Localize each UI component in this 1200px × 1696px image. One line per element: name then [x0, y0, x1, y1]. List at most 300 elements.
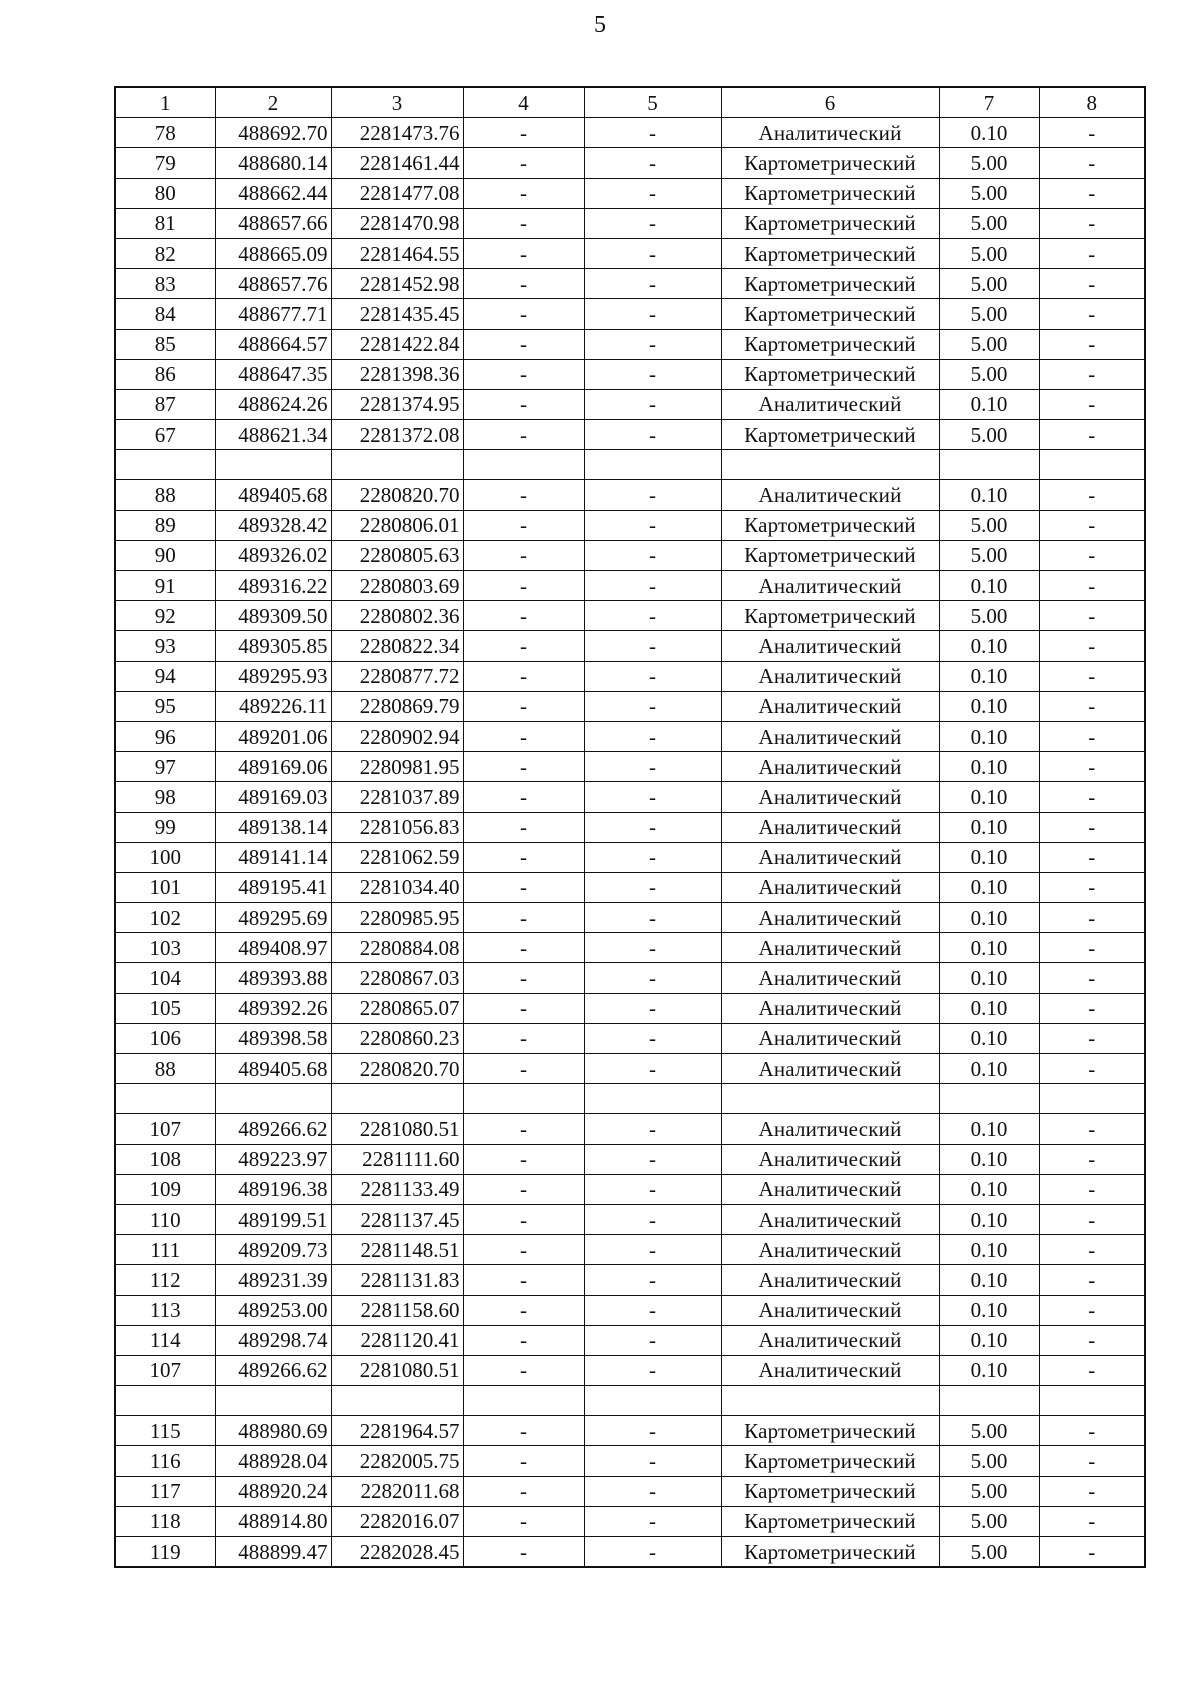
cell-col-5: -	[584, 1204, 721, 1234]
cell-coord-y: 2281422.84	[331, 329, 463, 359]
table-row	[115, 963, 1145, 993]
table-row	[115, 389, 1145, 419]
table-row	[115, 1265, 1145, 1295]
cell-coord-y: 2281137.45	[331, 1204, 463, 1234]
cell-col-4: -	[463, 1235, 584, 1265]
cell-accuracy: 5.00	[939, 420, 1039, 450]
cell-col-8: -	[1039, 842, 1145, 872]
cell-col-8: -	[1039, 1476, 1145, 1506]
cell-point-number: 94	[115, 661, 215, 691]
cell-col-8: -	[1039, 1144, 1145, 1174]
cell-coord-x: 488621.34	[215, 420, 331, 450]
cell-coord-y: 2281080.51	[331, 1114, 463, 1144]
cell-point-number: 87	[115, 389, 215, 419]
cell-method: Аналитический	[721, 933, 939, 963]
cell-point-number: 78	[115, 118, 215, 148]
table-row	[115, 450, 1145, 480]
cell-col-8: -	[1039, 661, 1145, 691]
cell-col-5: -	[584, 540, 721, 570]
column-header-4: 4	[463, 87, 584, 118]
cell-method: Картометрический	[721, 148, 939, 178]
cell-coord-y: 2282016.07	[331, 1506, 463, 1536]
cell-coord-x: 489309.50	[215, 601, 331, 631]
cell-accuracy: 0.10	[939, 782, 1039, 812]
cell-accuracy	[939, 1386, 1039, 1416]
cell-method: Аналитический	[721, 1204, 939, 1234]
cell-col-5: -	[584, 601, 721, 631]
cell-col-5: -	[584, 993, 721, 1023]
table-row	[115, 1114, 1145, 1144]
table-row	[115, 903, 1145, 933]
cell-coord-x: 489326.02	[215, 540, 331, 570]
cell-method: Аналитический	[721, 1325, 939, 1355]
column-header-1: 1	[115, 87, 215, 118]
cell-col-8: -	[1039, 933, 1145, 963]
cell-col-5: -	[584, 389, 721, 419]
cell-col-5: -	[584, 1476, 721, 1506]
cell-method: Аналитический	[721, 661, 939, 691]
cell-method: Аналитический	[721, 1144, 939, 1174]
cell-point-number: 115	[115, 1416, 215, 1446]
cell-method: Картометрический	[721, 1416, 939, 1446]
cell-point-number	[115, 450, 215, 480]
cell-coord-y: 2280902.94	[331, 721, 463, 751]
cell-method	[721, 1386, 939, 1416]
cell-col-8: -	[1039, 1174, 1145, 1204]
cell-col-8: -	[1039, 1537, 1145, 1568]
cell-col-5: -	[584, 208, 721, 238]
table-row	[115, 1084, 1145, 1114]
table-row	[115, 1325, 1145, 1355]
cell-accuracy: 0.10	[939, 721, 1039, 751]
cell-method: Аналитический	[721, 1235, 939, 1265]
table-row	[115, 1295, 1145, 1325]
cell-col-5: -	[584, 752, 721, 782]
cell-col-4: -	[463, 510, 584, 540]
cell-coord-x: 488665.09	[215, 238, 331, 268]
cell-accuracy: 5.00	[939, 1506, 1039, 1536]
cell-col-5: -	[584, 1446, 721, 1476]
table-row	[115, 933, 1145, 963]
cell-coord-y: 2281461.44	[331, 148, 463, 178]
cell-coord-x: 488657.66	[215, 208, 331, 238]
cell-col-8: -	[1039, 238, 1145, 268]
cell-col-4: -	[463, 118, 584, 148]
cell-coord-y: 2281080.51	[331, 1355, 463, 1385]
cell-method: Аналитический	[721, 812, 939, 842]
cell-col-8: -	[1039, 540, 1145, 570]
table-row	[115, 1386, 1145, 1416]
table-row	[115, 721, 1145, 751]
cell-method: Картометрический	[721, 178, 939, 208]
cell-coord-y: 2281131.83	[331, 1265, 463, 1295]
cell-coord-x: 489305.85	[215, 631, 331, 661]
cell-col-4: -	[463, 420, 584, 450]
cell-accuracy: 0.10	[939, 389, 1039, 419]
cell-accuracy: 5.00	[939, 299, 1039, 329]
cell-method: Аналитический	[721, 872, 939, 902]
cell-coord-x: 489231.39	[215, 1265, 331, 1295]
cell-method: Картометрический	[721, 1537, 939, 1568]
cell-coord-y: 2282011.68	[331, 1476, 463, 1506]
cell-point-number: 105	[115, 993, 215, 1023]
cell-col-5: -	[584, 933, 721, 963]
table-row	[115, 238, 1145, 268]
cell-col-8: -	[1039, 631, 1145, 661]
cell-coord-y: 2281148.51	[331, 1235, 463, 1265]
cell-coord-y: 2280822.34	[331, 631, 463, 661]
cell-point-number: 102	[115, 903, 215, 933]
cell-col-5: -	[584, 1023, 721, 1053]
cell-coord-y: 2281435.45	[331, 299, 463, 329]
cell-col-5: -	[584, 178, 721, 208]
table-row	[115, 359, 1145, 389]
cell-col-5: -	[584, 510, 721, 540]
cell-col-4: -	[463, 269, 584, 299]
cell-col-4: -	[463, 299, 584, 329]
cell-accuracy: 0.10	[939, 1235, 1039, 1265]
cell-coord-x: 489295.93	[215, 661, 331, 691]
cell-coord-x: 489201.06	[215, 721, 331, 751]
cell-coord-y: 2280869.79	[331, 691, 463, 721]
cell-col-8: -	[1039, 359, 1145, 389]
cell-point-number: 81	[115, 208, 215, 238]
cell-point-number: 108	[115, 1144, 215, 1174]
cell-point-number: 109	[115, 1174, 215, 1204]
cell-point-number: 103	[115, 933, 215, 963]
cell-col-4: -	[463, 601, 584, 631]
cell-col-4: -	[463, 752, 584, 782]
cell-col-5: -	[584, 420, 721, 450]
cell-coord-x: 489196.38	[215, 1174, 331, 1204]
cell-accuracy: 0.10	[939, 1023, 1039, 1053]
cell-col-4: -	[463, 1054, 584, 1084]
cell-col-8: -	[1039, 1355, 1145, 1385]
header-row	[115, 87, 1145, 118]
cell-accuracy: 0.10	[939, 872, 1039, 902]
cell-accuracy: 5.00	[939, 269, 1039, 299]
cell-coord-y	[331, 450, 463, 480]
table-row	[115, 1054, 1145, 1084]
cell-col-4: -	[463, 1204, 584, 1234]
cell-col-8: -	[1039, 1114, 1145, 1144]
table-row	[115, 118, 1145, 148]
table-row	[115, 1537, 1145, 1568]
cell-coord-y: 2280884.08	[331, 933, 463, 963]
cell-coord-x: 489316.22	[215, 571, 331, 601]
cell-col-8: -	[1039, 148, 1145, 178]
cell-point-number: 93	[115, 631, 215, 661]
cell-col-5: -	[584, 118, 721, 148]
cell-col-5: -	[584, 1144, 721, 1174]
cell-accuracy: 5.00	[939, 178, 1039, 208]
cell-col-8: -	[1039, 903, 1145, 933]
table-row	[115, 752, 1145, 782]
cell-method: Картометрический	[721, 359, 939, 389]
cell-col-4: -	[463, 1355, 584, 1385]
cell-point-number: 67	[115, 420, 215, 450]
cell-point-number: 101	[115, 872, 215, 902]
cell-accuracy: 0.10	[939, 661, 1039, 691]
cell-coord-y: 2280981.95	[331, 752, 463, 782]
cell-coord-y: 2280805.63	[331, 540, 463, 570]
cell-coord-x: 489295.69	[215, 903, 331, 933]
cell-col-5: -	[584, 1295, 721, 1325]
cell-coord-x: 488980.69	[215, 1416, 331, 1446]
cell-coord-y: 2280820.70	[331, 480, 463, 510]
cell-col-8: -	[1039, 208, 1145, 238]
cell-point-number: 114	[115, 1325, 215, 1355]
cell-method: Аналитический	[721, 842, 939, 872]
table-row	[115, 1416, 1145, 1446]
cell-coord-x	[215, 1084, 331, 1114]
cell-point-number: 85	[115, 329, 215, 359]
cell-col-4: -	[463, 1114, 584, 1144]
cell-col-8: -	[1039, 993, 1145, 1023]
cell-method: Картометрический	[721, 1476, 939, 1506]
cell-col-4	[463, 450, 584, 480]
cell-coord-x: 489328.42	[215, 510, 331, 540]
cell-col-5: -	[584, 812, 721, 842]
cell-coord-x: 488647.35	[215, 359, 331, 389]
cell-col-8	[1039, 1084, 1145, 1114]
cell-col-8: -	[1039, 118, 1145, 148]
cell-coord-x: 488677.71	[215, 299, 331, 329]
cell-col-8: -	[1039, 782, 1145, 812]
cell-coord-y: 2280877.72	[331, 661, 463, 691]
cell-col-4: -	[463, 1325, 584, 1355]
cell-col-4: -	[463, 1446, 584, 1476]
cell-point-number: 92	[115, 601, 215, 631]
cell-col-5: -	[584, 359, 721, 389]
cell-col-4: -	[463, 993, 584, 1023]
cell-coord-x: 489408.97	[215, 933, 331, 963]
cell-method: Аналитический	[721, 993, 939, 1023]
cell-accuracy: 5.00	[939, 238, 1039, 268]
cell-col-4: -	[463, 842, 584, 872]
column-header-2: 2	[215, 87, 331, 118]
cell-method: Аналитический	[721, 1114, 939, 1144]
cell-coord-x: 489266.62	[215, 1355, 331, 1385]
cell-coord-x: 489405.68	[215, 480, 331, 510]
cell-method: Картометрический	[721, 208, 939, 238]
table-row	[115, 993, 1145, 1023]
cell-coord-y: 2281473.76	[331, 118, 463, 148]
cell-coord-y: 2280985.95	[331, 903, 463, 933]
cell-accuracy: 0.10	[939, 1174, 1039, 1204]
cell-coord-x: 488692.70	[215, 118, 331, 148]
cell-accuracy: 5.00	[939, 148, 1039, 178]
cell-col-8: -	[1039, 1204, 1145, 1234]
table-row	[115, 1235, 1145, 1265]
cell-point-number: 90	[115, 540, 215, 570]
cell-coord-x: 489195.41	[215, 872, 331, 902]
cell-col-8: -	[1039, 1506, 1145, 1536]
cell-accuracy: 5.00	[939, 540, 1039, 570]
cell-coord-y: 2281477.08	[331, 178, 463, 208]
cell-col-8: -	[1039, 299, 1145, 329]
cell-point-number	[115, 1386, 215, 1416]
cell-col-8: -	[1039, 812, 1145, 842]
cell-col-4: -	[463, 238, 584, 268]
cell-accuracy: 5.00	[939, 510, 1039, 540]
column-header-6: 6	[721, 87, 939, 118]
cell-point-number: 106	[115, 1023, 215, 1053]
cell-col-4: -	[463, 571, 584, 601]
cell-col-4: -	[463, 1265, 584, 1295]
cell-method: Аналитический	[721, 1265, 939, 1295]
table-row	[115, 208, 1145, 238]
cell-col-8	[1039, 450, 1145, 480]
cell-coord-y: 2281464.55	[331, 238, 463, 268]
cell-method: Аналитический	[721, 782, 939, 812]
cell-method: Аналитический	[721, 571, 939, 601]
cell-col-5: -	[584, 571, 721, 601]
cell-point-number: 107	[115, 1114, 215, 1144]
cell-col-8: -	[1039, 510, 1145, 540]
cell-coord-y: 2281372.08	[331, 420, 463, 450]
cell-accuracy	[939, 450, 1039, 480]
cell-method: Аналитический	[721, 1054, 939, 1084]
cell-point-number: 97	[115, 752, 215, 782]
cell-coord-x: 488928.04	[215, 1446, 331, 1476]
cell-col-4: -	[463, 1023, 584, 1053]
cell-coord-x: 489393.88	[215, 963, 331, 993]
cell-point-number: 84	[115, 299, 215, 329]
cell-col-5: -	[584, 1537, 721, 1568]
cell-method	[721, 450, 939, 480]
cell-coord-x: 489138.14	[215, 812, 331, 842]
cell-method: Аналитический	[721, 480, 939, 510]
cell-accuracy: 0.10	[939, 571, 1039, 601]
cell-col-8: -	[1039, 1295, 1145, 1325]
cell-col-8: -	[1039, 329, 1145, 359]
cell-accuracy: 0.10	[939, 691, 1039, 721]
cell-col-5: -	[584, 1054, 721, 1084]
cell-method: Картометрический	[721, 238, 939, 268]
cell-col-8: -	[1039, 1054, 1145, 1084]
cell-col-4: -	[463, 661, 584, 691]
cell-point-number: 82	[115, 238, 215, 268]
cell-accuracy: 0.10	[939, 1144, 1039, 1174]
cell-col-4: -	[463, 1506, 584, 1536]
cell-coord-y: 2281133.49	[331, 1174, 463, 1204]
cell-coord-y: 2280806.01	[331, 510, 463, 540]
cell-method: Аналитический	[721, 752, 939, 782]
cell-coord-x: 489223.97	[215, 1144, 331, 1174]
table-row	[115, 1174, 1145, 1204]
cell-coord-y: 2281158.60	[331, 1295, 463, 1325]
cell-col-4: -	[463, 812, 584, 842]
cell-col-4: -	[463, 359, 584, 389]
cell-coord-x: 488657.76	[215, 269, 331, 299]
cell-method: Аналитический	[721, 963, 939, 993]
page-number: 5	[594, 12, 606, 38]
column-header-3: 3	[331, 87, 463, 118]
cell-accuracy	[939, 1084, 1039, 1114]
cell-point-number: 96	[115, 721, 215, 751]
cell-accuracy: 0.10	[939, 1295, 1039, 1325]
table-row	[115, 329, 1145, 359]
table-body	[115, 118, 1145, 1568]
table-row	[115, 148, 1145, 178]
cell-method: Картометрический	[721, 1506, 939, 1536]
cell-col-4: -	[463, 782, 584, 812]
cell-point-number: 91	[115, 571, 215, 601]
cell-method: Аналитический	[721, 118, 939, 148]
table-row	[115, 510, 1145, 540]
cell-accuracy: 0.10	[939, 118, 1039, 148]
cell-point-number: 79	[115, 148, 215, 178]
table-row	[115, 601, 1145, 631]
cell-col-4: -	[463, 903, 584, 933]
cell-coord-x	[215, 450, 331, 480]
cell-coord-y: 2282005.75	[331, 1446, 463, 1476]
cell-accuracy: 0.10	[939, 963, 1039, 993]
cell-method: Аналитический	[721, 721, 939, 751]
cell-col-8: -	[1039, 601, 1145, 631]
cell-col-8: -	[1039, 480, 1145, 510]
cell-method: Аналитический	[721, 1023, 939, 1053]
cell-coord-x	[215, 1386, 331, 1416]
cell-col-5: -	[584, 903, 721, 933]
cell-accuracy: 5.00	[939, 1537, 1039, 1568]
cell-point-number: 110	[115, 1204, 215, 1234]
cell-col-5: -	[584, 329, 721, 359]
cell-col-5: -	[584, 299, 721, 329]
cell-coord-y: 2281964.57	[331, 1416, 463, 1446]
cell-accuracy: 0.10	[939, 903, 1039, 933]
cell-col-4: -	[463, 389, 584, 419]
table-row	[115, 812, 1145, 842]
cell-point-number: 107	[115, 1355, 215, 1385]
table-row	[115, 178, 1145, 208]
cell-col-5	[584, 450, 721, 480]
cell-coord-x: 489266.62	[215, 1114, 331, 1144]
cell-point-number: 113	[115, 1295, 215, 1325]
cell-accuracy: 0.10	[939, 1054, 1039, 1084]
cell-col-4: -	[463, 148, 584, 178]
table-row	[115, 782, 1145, 812]
table-row	[115, 1204, 1145, 1234]
cell-method: Картометрический	[721, 420, 939, 450]
cell-point-number: 98	[115, 782, 215, 812]
cell-coord-y: 2281037.89	[331, 782, 463, 812]
cell-coord-x: 488920.24	[215, 1476, 331, 1506]
cell-coord-x: 489141.14	[215, 842, 331, 872]
table-row	[115, 1144, 1145, 1174]
column-header-5: 5	[584, 87, 721, 118]
column-header-8: 8	[1039, 87, 1145, 118]
cell-col-4: -	[463, 691, 584, 721]
cell-col-8: -	[1039, 1235, 1145, 1265]
cell-coord-y: 2280802.36	[331, 601, 463, 631]
cell-accuracy: 5.00	[939, 601, 1039, 631]
table-row	[115, 269, 1145, 299]
cell-col-4: -	[463, 872, 584, 902]
cell-accuracy: 5.00	[939, 359, 1039, 389]
cell-col-5: -	[584, 1114, 721, 1144]
cell-col-8: -	[1039, 963, 1145, 993]
cell-col-4: -	[463, 963, 584, 993]
cell-col-8: -	[1039, 1446, 1145, 1476]
cell-point-number: 86	[115, 359, 215, 389]
cell-method: Аналитический	[721, 1174, 939, 1204]
cell-col-5	[584, 1084, 721, 1114]
cell-accuracy: 0.10	[939, 1204, 1039, 1234]
cell-point-number: 100	[115, 842, 215, 872]
cell-col-5: -	[584, 148, 721, 178]
